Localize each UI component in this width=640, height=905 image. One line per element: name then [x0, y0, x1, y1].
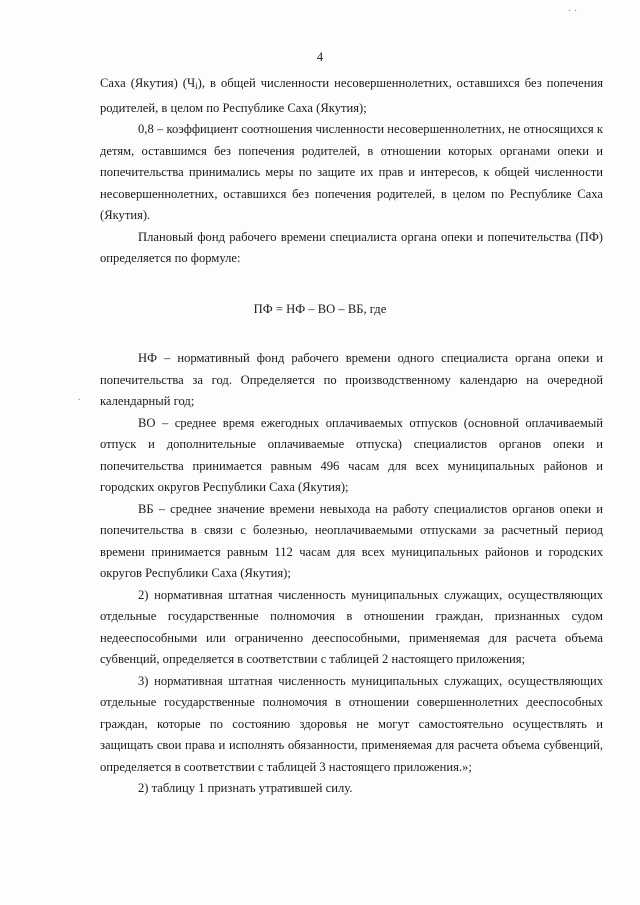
text-block-bottom [100, 348, 603, 800]
formula: ПФ = НФ – ВО – ВБ, где [253, 302, 387, 316]
scan-corner-mark: · · [568, 6, 578, 17]
definition-vb: ВБ – среднее значение времени невыхода на работу специалистов органов опеки и попечительства в связи с болезнью, неоплачиваемыми отпусками за расчетный период времени принимается равным 112 часам для всех муниципальных районов и городских округов Республики Саха (Якутия); [100, 501, 603, 580]
para1-text-start: Саха (Якутия) (Ч [100, 76, 196, 90]
para1-subscript: i [195, 81, 198, 91]
paragraph-coefficient: 0,8 – коэффициент соотношения численности несовершеннолетних, не относящихся к детям, оставшимся без попечения родителей, в отношении которых органами опеки и попечительства принимались меры по защите их прав и интересов, к общей численности несовершеннолетних, оставшихся без попечения родителей, в целом по Республике Саха (Якутия). [100, 122, 603, 222]
definition-vo: ВО – среднее время ежегодных оплачиваемых отпусков (основной оплачиваемый отпуск и дополнительные оплачиваемые отпуска) специалистов органов опеки и попечительства принимается равным 496 часам для всех муниципальных районов и городских округов Республики Саха (Якутия); [100, 415, 603, 494]
margin-mark: . [78, 392, 81, 403]
page-number: 4 [316, 50, 324, 64]
list-item-3: 3) нормативная штатная численность муниципальных служащих, осуществляющих отдельные государственные полномочия в отношении совершеннолетних дееспособных граждан, которые по состоянию здоровья не могут самостоятельно осуществлять и защищать свои права и исполнять обязанности, применяемая для расчета объема субвенций, определяется в соответствии с таблицей 3 настоящего приложения.»; [100, 673, 603, 774]
definition-nf: НФ – нормативный фонд рабочего времени одного специалиста органа опеки и попечительства за год. Определяется по производственному календарю на очередной календарный год; [100, 351, 603, 408]
paragraph-ratio-context [100, 73, 603, 119]
list-item-2: 2) нормативная штатная численность муниципальных служащих, осуществляющих отдельные государственные полномочия в отношении граждан, признанных судом недееспособными или ограниченно дееспособными, применяемая для расчета объема субвенций, определяется в соответствии с таблицей 2 настоящего приложения; [100, 587, 603, 666]
para1-text-end: ), в общей численности несовершеннолетних, оставшихся без попечения родителей, в целом по Республике Саха (Якутия); [100, 76, 603, 115]
paragraph-planned-fund: Плановый фонд рабочего времени специалиста органа опеки и попечительства (ПФ) определяется по формуле: [100, 229, 603, 265]
final-item: 2) таблицу 1 признать утратившей силу. [138, 781, 353, 795]
text-block-top [100, 73, 603, 270]
